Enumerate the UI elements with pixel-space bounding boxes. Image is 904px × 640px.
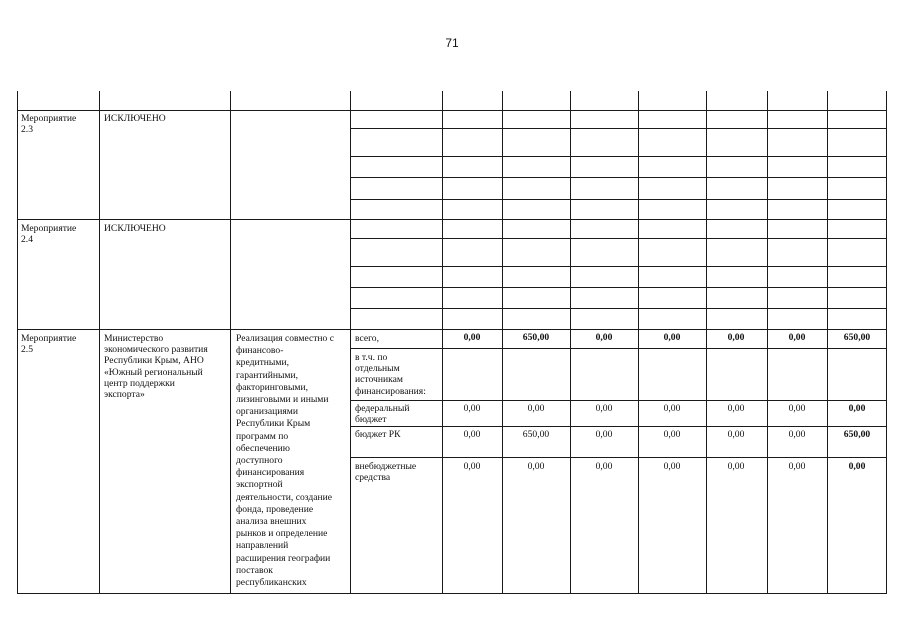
description-line: анализа внешних	[236, 516, 307, 528]
description-line: лизинговыми и иными	[236, 394, 329, 406]
extrabudget-value: 0,00	[848, 461, 866, 472]
source-line: федеральный	[355, 403, 410, 414]
description-line: республиканских	[236, 577, 307, 589]
federal-value: 0,00	[527, 403, 545, 414]
description-line: рынков и определение	[236, 528, 328, 540]
subrow-border	[350, 426, 887, 427]
description-2-5	[236, 333, 334, 589]
regional-value: 0,00	[663, 429, 681, 440]
description-line: факторинговыми,	[236, 381, 309, 393]
total-value: 0,00	[595, 332, 613, 343]
source-extrabudget	[355, 461, 416, 483]
federal-value: 0,00	[663, 403, 681, 414]
source-total: всего,	[355, 333, 379, 344]
description-line: кредитными,	[236, 357, 289, 369]
regional-value: 0,00	[463, 429, 481, 440]
executor-line: экономического развития	[104, 344, 208, 356]
description-line: программ по	[236, 430, 289, 442]
description-line: экспортной	[236, 479, 283, 491]
source-line: средства	[355, 472, 391, 484]
subrow-border	[350, 266, 887, 267]
description-line: поставок	[236, 564, 273, 576]
measure-name-line: 2.3	[21, 124, 33, 136]
subrow-border	[350, 128, 887, 129]
total-value: 650,00	[522, 332, 550, 343]
subrow-border	[350, 238, 887, 239]
description-line: организациями	[236, 406, 298, 418]
measure-name-2-4	[21, 223, 76, 245]
executor-2-3: ИСКЛЮЧЕНО	[104, 113, 166, 124]
source-line: источникам	[355, 374, 403, 386]
total-value: 0,00	[463, 332, 481, 343]
description-line: финансирования	[236, 467, 305, 479]
extrabudget-value: 0,00	[595, 461, 613, 472]
subrow-border	[350, 348, 887, 349]
description-line: обеспечению	[236, 442, 290, 454]
extrabudget-value: 0,00	[527, 461, 545, 472]
extrabudget-value: 0,00	[463, 461, 481, 472]
executor-2-5	[104, 333, 208, 400]
column-divider	[230, 91, 231, 594]
total-value: 0,00	[788, 332, 806, 343]
page-number: 71	[445, 36, 459, 50]
description-line: деятельности, создание	[236, 491, 333, 503]
measure-name-line: 2.5	[21, 344, 33, 356]
column-divider	[638, 91, 639, 594]
executor-line: центр поддержки	[104, 377, 175, 389]
column-divider	[350, 91, 351, 594]
executor-line: Министерство	[104, 333, 164, 344]
total-value: 0,00	[663, 332, 681, 343]
measure-name-line: 2.4	[21, 234, 33, 246]
regional-value: 0,00	[595, 429, 613, 440]
subrow-border	[350, 308, 887, 309]
extrabudget-value: 0,00	[727, 461, 745, 472]
federal-value: 0,00	[848, 403, 866, 414]
source-regional: бюджет РК	[355, 429, 401, 440]
subrow-border	[350, 177, 887, 178]
description-line: гарантийными,	[236, 369, 299, 381]
measure-name-line: Мероприятие	[21, 223, 77, 234]
measure-name-line: Мероприятие	[21, 333, 77, 344]
federal-value: 0,00	[595, 403, 613, 414]
regional-value: 650,00	[522, 429, 550, 440]
source-line: отдельным	[355, 363, 400, 375]
federal-value: 0,00	[463, 403, 481, 414]
measure-name-2-3	[21, 113, 76, 135]
federal-value: 0,00	[788, 403, 806, 414]
column-divider	[99, 91, 100, 594]
description-line: расширения географии	[236, 552, 331, 564]
subrow-border	[350, 400, 887, 401]
executor-line: экспорта»	[104, 389, 145, 401]
subrow-border	[350, 156, 887, 157]
federal-value: 0,00	[727, 403, 745, 414]
description-line: фонда, проведение	[236, 503, 314, 515]
measure-name-line: Мероприятие	[21, 113, 77, 124]
source-federal	[355, 403, 410, 425]
subrow-border	[350, 457, 887, 458]
subrow-border	[350, 199, 887, 200]
description-line: направлений	[236, 540, 289, 552]
measure-name-2-5	[21, 333, 76, 355]
extrabudget-value: 0,00	[663, 461, 681, 472]
source-line: внебюджетные	[355, 461, 417, 472]
description-line: доступного	[236, 455, 283, 467]
regional-value: 0,00	[788, 429, 806, 440]
row-border	[17, 219, 887, 220]
extrabudget-value: 0,00	[788, 461, 806, 472]
executor-line: Республики Крым, АНО	[104, 355, 204, 367]
executor-2-4: ИСКЛЮЧЕНО	[104, 223, 166, 234]
regional-value: 650,00	[843, 429, 871, 440]
row-border	[17, 329, 887, 330]
table-border-left	[17, 91, 18, 594]
description-line: Республики Крым	[236, 418, 311, 430]
description-line: Реализация совместно с	[236, 333, 335, 344]
subrow-border	[350, 287, 887, 288]
column-divider	[570, 91, 571, 594]
table-border-bottom	[17, 593, 887, 594]
description-line: финансово-	[236, 345, 284, 357]
column-divider	[502, 91, 503, 594]
source-line: бюджет	[355, 414, 387, 426]
row-border	[17, 110, 887, 111]
total-value: 650,00	[843, 332, 871, 343]
executor-line: «Южный региональный	[104, 366, 203, 378]
source-line: в т.ч. по	[355, 352, 388, 363]
source-breakdown	[355, 352, 426, 397]
regional-value: 0,00	[727, 429, 745, 440]
source-line: финансирования:	[355, 385, 426, 397]
total-value: 0,00	[727, 332, 745, 343]
